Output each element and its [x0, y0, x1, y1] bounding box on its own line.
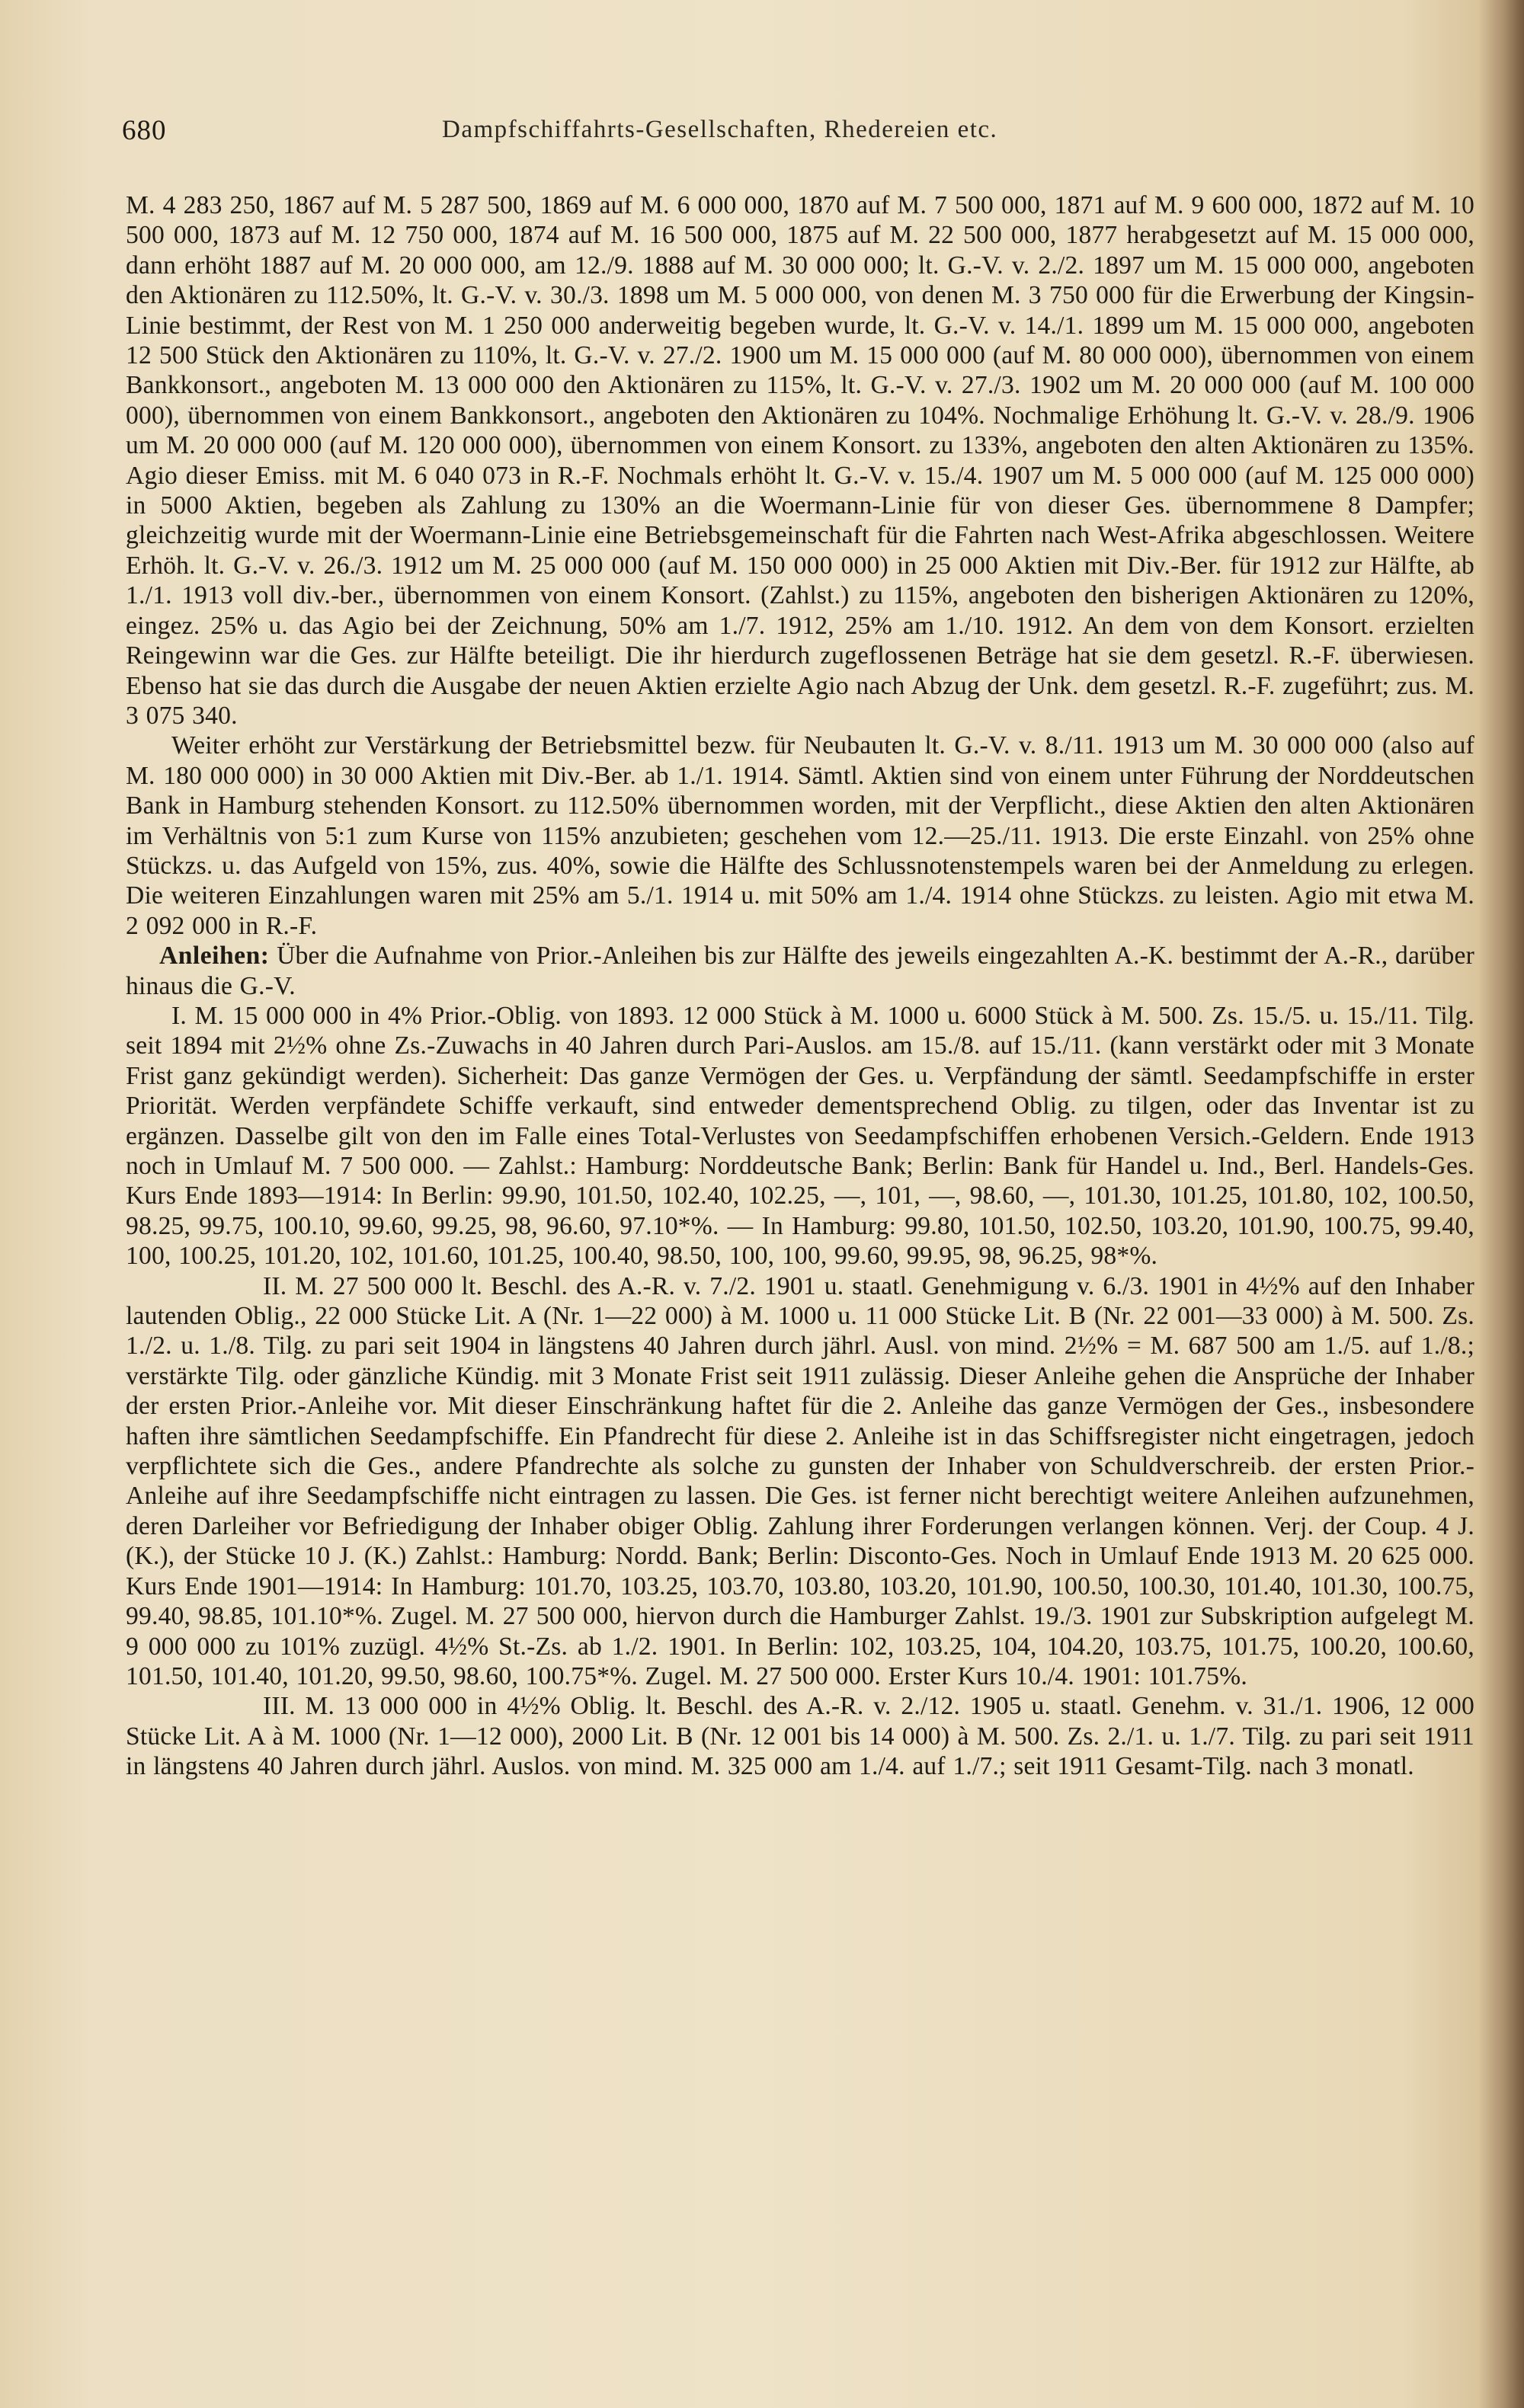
- paragraph-capital-increase-1913: Weiter erhöht zur Verstärkung der Betriebsmittel bezw. für Neubauten lt. G.-V. v. 8./11. 1913 um M. 30 000 000 (also auf M. 180 000 000) in 30 000 Aktien mit Div.-Ber. ab 1./1. 1914. Sämtl. Aktien sind von einem unter Führung der Norddeutschen Bank in Hamburg stehenden Konsort. zu 112.50% übernommen worden, mit der Verpflicht., diese Aktien den alten Aktionären im Verhältnis von 5:1 zum Kurse von 115% anzubieten; geschehen vom 12.—25./11. 1913. Die erste Einzahl. von 25% ohne Stückzs. u. das Aufgeld von 15%, zus. 40%, sowie die Hälfte des Schlussnotenstempels waren bei der Anmeldung zu erlegen. Die weiteren Einzahlungen waren mit 25% am 5./1. 1914 u. mit 50% am 1./4. 1914 ohne Stückzs. zu leisten. Agio mit etwa M. 2 092 000 in R.-F.: [126, 731, 1474, 940]
- anleihen-label: Anleihen:: [159, 942, 270, 971]
- body-text: [126, 190, 1474, 1782]
- paragraph-loan-1: I. M. 15 000 000 in 4% Prior.-Oblig. von 1893. 12 000 Stück à M. 1000 u. 6000 Stück à M. 500. Zs. 15./5. u. 15./11. Tilg. seit 1894 mit 2½% ohne Zs.-Zuwachs in 40 Jahren durch Pari-Auslos. am 15./8. auf 15./11. (kann verstärkt oder mit 3 Monate Frist ganz gekündigt werden). Sicherheit: Das ganze Vermögen der Ges. u. Verpfändung der sämtl. Seedampfschiffe in erster Priorität. Werden verpfändete Schiffe verkauft, sind entweder dementsprechend Oblig. zu tilgen, oder das Inventar ist zu ergänzen. Dasselbe gilt von den im Falle eines Total-Verlustes von Seedampfschiffen erhobenen Versich.-Geldern. Ende 1913 noch in Umlauf M. 7 500 000. — Zahlst.: Hamburg: Norddeutsche Bank; Berlin: Bank für Handel u. Ind., Berl. Handels-Ges. Kurs Ende 1893—1914: In Berlin: 99.90, 101.50, 102.40, 102.25, —, 101, —, 98.60, —, 101.30, 101.25, 101.80, 102, 100.50, 98.25, 99.75, 100.10, 99.60, 99.25, 98, 96.60, 97.10*%. — In Hamburg: 99.80, 101.50, 102.50, 103.20, 101.90, 100.75, 99.40, 100, 100.25, 101.20, 102, 101.60, 101.25, 100.40, 98.50, 100, 100, 99.60, 99.95, 98, 96.25, 98*%.: [126, 1001, 1474, 1271]
- binding-shadow: [1478, 0, 1524, 2408]
- paragraph-anleihen-intro: [126, 941, 1474, 1001]
- page-header: [122, 114, 1478, 152]
- anleihen-intro-text: Über die Aufnahme von Prior.-Anleihen bis zur Hälfte des jeweils eingezahlten A.-K. bestimmt der A.-R., darüber hinaus die G.-V.: [126, 942, 1474, 1000]
- page-number: 680: [122, 115, 167, 146]
- running-title: Dampfschiffahrts-Gesellschaften, Rhedereien etc.: [442, 116, 998, 143]
- paragraph-loan-3: III. M. 13 000 000 in 4½% Oblig. lt. Beschl. des A.-R. v. 2./12. 1905 u. staatl. Genehm. v. 31./1. 1906, 12 000 Stücke Lit. A à M. 1000 (Nr. 1—12 000), 2000 Lit. B (Nr. 12 001 bis 14 000) à M. 500. Zs. 2./1. u. 1./7. Tilg. zu pari seit 1911 in längstens 40 Jahren durch jährl. Auslos. von mind. M. 325 000 am 1./4. auf 1./7.; seit 1911 Gesamt-Tilg. nach 3 monatl.: [126, 1692, 1474, 1781]
- paragraph-capital-history: M. 4 283 250, 1867 auf M. 5 287 500, 1869 auf M. 6 000 000, 1870 auf M. 7 500 000, 1871 auf M. 9 600 000, 1872 auf M. 10 500 000, 1873 auf M. 12 750 000, 1874 auf M. 16 500 000, 1875 auf M. 22 500 000, 1877 herabgesetzt auf M. 15 000 000, dann erhöht 1887 auf M. 20 000 000, am 12./9. 1888 auf M. 30 000 000; lt. G.-V. v. 2./2. 1897 um M. 15 000 000, angeboten den Aktionären zu 112.50%, lt. G.-V. v. 30./3. 1898 um M. 5 000 000, von denen M. 3 750 000 für die Erwerbung der Kingsin-Linie bestimmt, der Rest von M. 1 250 000 anderweitig begeben wurde, lt. G.-V. v. 14./1. 1899 um M. 15 000 000, angeboten 12 500 Stück den Aktionären zu 110%, lt. G.-V. v. 27./2. 1900 um M. 15 000 000 (auf M. 80 000 000), übernommen von einem Bankkonsort., angeboten M. 13 000 000 den Aktionären zu 115%, lt. G.-V. v. 27./3. 1902 um M. 20 000 000 (auf M. 100 000 000), übernommen von einem Bankkonsort., angeboten den Aktionären zu 104%. Nochmalige Erhöhung lt. G.-V. v. 28./9. 1906 um M. 20 000 000 (auf M. 120 000 000), übernommen von einem Konsort. zu 133%, angeboten den alten Aktionären zu 135%. Agio dieser Emiss. mit M. 6 040 073 in R.-F. Nochmals erhöht lt. G.-V. v. 15./4. 1907 um M. 5 000 000 (auf M. 125 000 000) in 5000 Aktien, begeben als Zahlung zu 130% an die Woermann-Linie für von dieser Ges. übernommene 8 Dampfer; gleichzeitig wurde mit der Woermann-Linie eine Betriebsgemeinschaft für die Fahrten nach West-Afrika abgeschlossen. Weitere Erhöh. lt. G.-V. v. 26./3. 1912 um M. 25 000 000 (auf M. 150 000 000) in 25 000 Aktien mit Div.-Ber. für 1912 zur Hälfte, ab 1./1. 1913 voll div.-ber., übernommen von einem Konsort. (Zahlst.) zu 115%, angeboten den bisherigen Aktionären zu 120%, eingez. 25% u. das Agio bei der Zeichnung, 50% am 1./7. 1912, 25% am 1./10. 1912. An dem von dem Konsort. erzielten Reingewinn war die Ges. zur Hälfte beteiligt. Die ihr hierdurch zugeflossenen Beträge hat sie dem gesetzl. R.-F. überwiesen. Ebenso hat sie das durch die Ausgabe der neuen Aktien erzielte Agio nach Abzug der Unk. dem gesetzl. R.-F. zugeführt; zus. M. 3 075 340.: [126, 191, 1474, 730]
- paragraph-loan-2: II. M. 27 500 000 lt. Beschl. des A.-R. v. 7./2. 1901 u. staatl. Genehmigung v. 6./3. 1901 in 4½% auf den Inhaber lautenden Oblig., 22 000 Stücke Lit. A (Nr. 1—22 000) à M. 1000 u. 11 000 Stücke Lit. B (Nr. 22 001—33 000) à M. 500. Zs. 1./2. u. 1./8. Tilg. zu pari seit 1904 in längstens 40 Jahren durch jährl. Ausl. von mind. 2½% = M. 687 500 am 1./5. auf 1./8.; verstärkte Tilg. oder gänzliche Kündig. mit 3 Monate Frist seit 1911 zulässig. Dieser Anleihe gehen die Ansprüche der Inhaber der ersten Prior.-Anleihe vor. Mit dieser Einschränkung haftet für die 2. Anleihe das ganze Vermögen der Ges., insbesondere haften ihre sämtlichen Seedampfschiffe. Ein Pfandrecht für diese 2. Anleihe ist in das Schiffsregister nicht eingetragen, jedoch verpflichtete sich die Ges., andere Pfandrechte als solche zu gunsten der Inhaber von Schuldverschreib. der ersten Prior.-Anleihe auf ihre Seedampfschiffe nicht eintragen zu lassen. Die Ges. ist ferner nicht berechtigt weitere Anleihen aufzunehmen, deren Darleiher vor Befriedigung der Inhaber obiger Oblig. Zahlung ihrer Forderungen verlangen können. Verj. der Coup. 4 J. (K.), der Stücke 10 J. (K.) Zahlst.: Hamburg: Nordd. Bank; Berlin: Disconto-Ges. Noch in Umlauf Ende 1913 M. 20 625 000. Kurs Ende 1901—1914: In Hamburg: 101.70, 103.25, 103.70, 103.80, 103.20, 101.90, 100.50, 100.30, 101.40, 101.30, 100.75, 99.40, 98.85, 101.10*%. Zugel. M. 27 500 000, hiervon durch die Hamburger Zahlst. 19./3. 1901 zur Subskription aufgelegt M. 9 000 000 zu 101% zuzügl. 4½% St.-Zs. ab 1./2. 1901. In Berlin: 102, 103.25, 104, 104.20, 103.75, 101.75, 100.20, 100.60, 101.50, 101.40, 101.20, 99.50, 98.60, 100.75*%. Zugel. M. 27 500 000. Erster Kurs 10./4. 1901: 101.75%.: [126, 1271, 1474, 1690]
